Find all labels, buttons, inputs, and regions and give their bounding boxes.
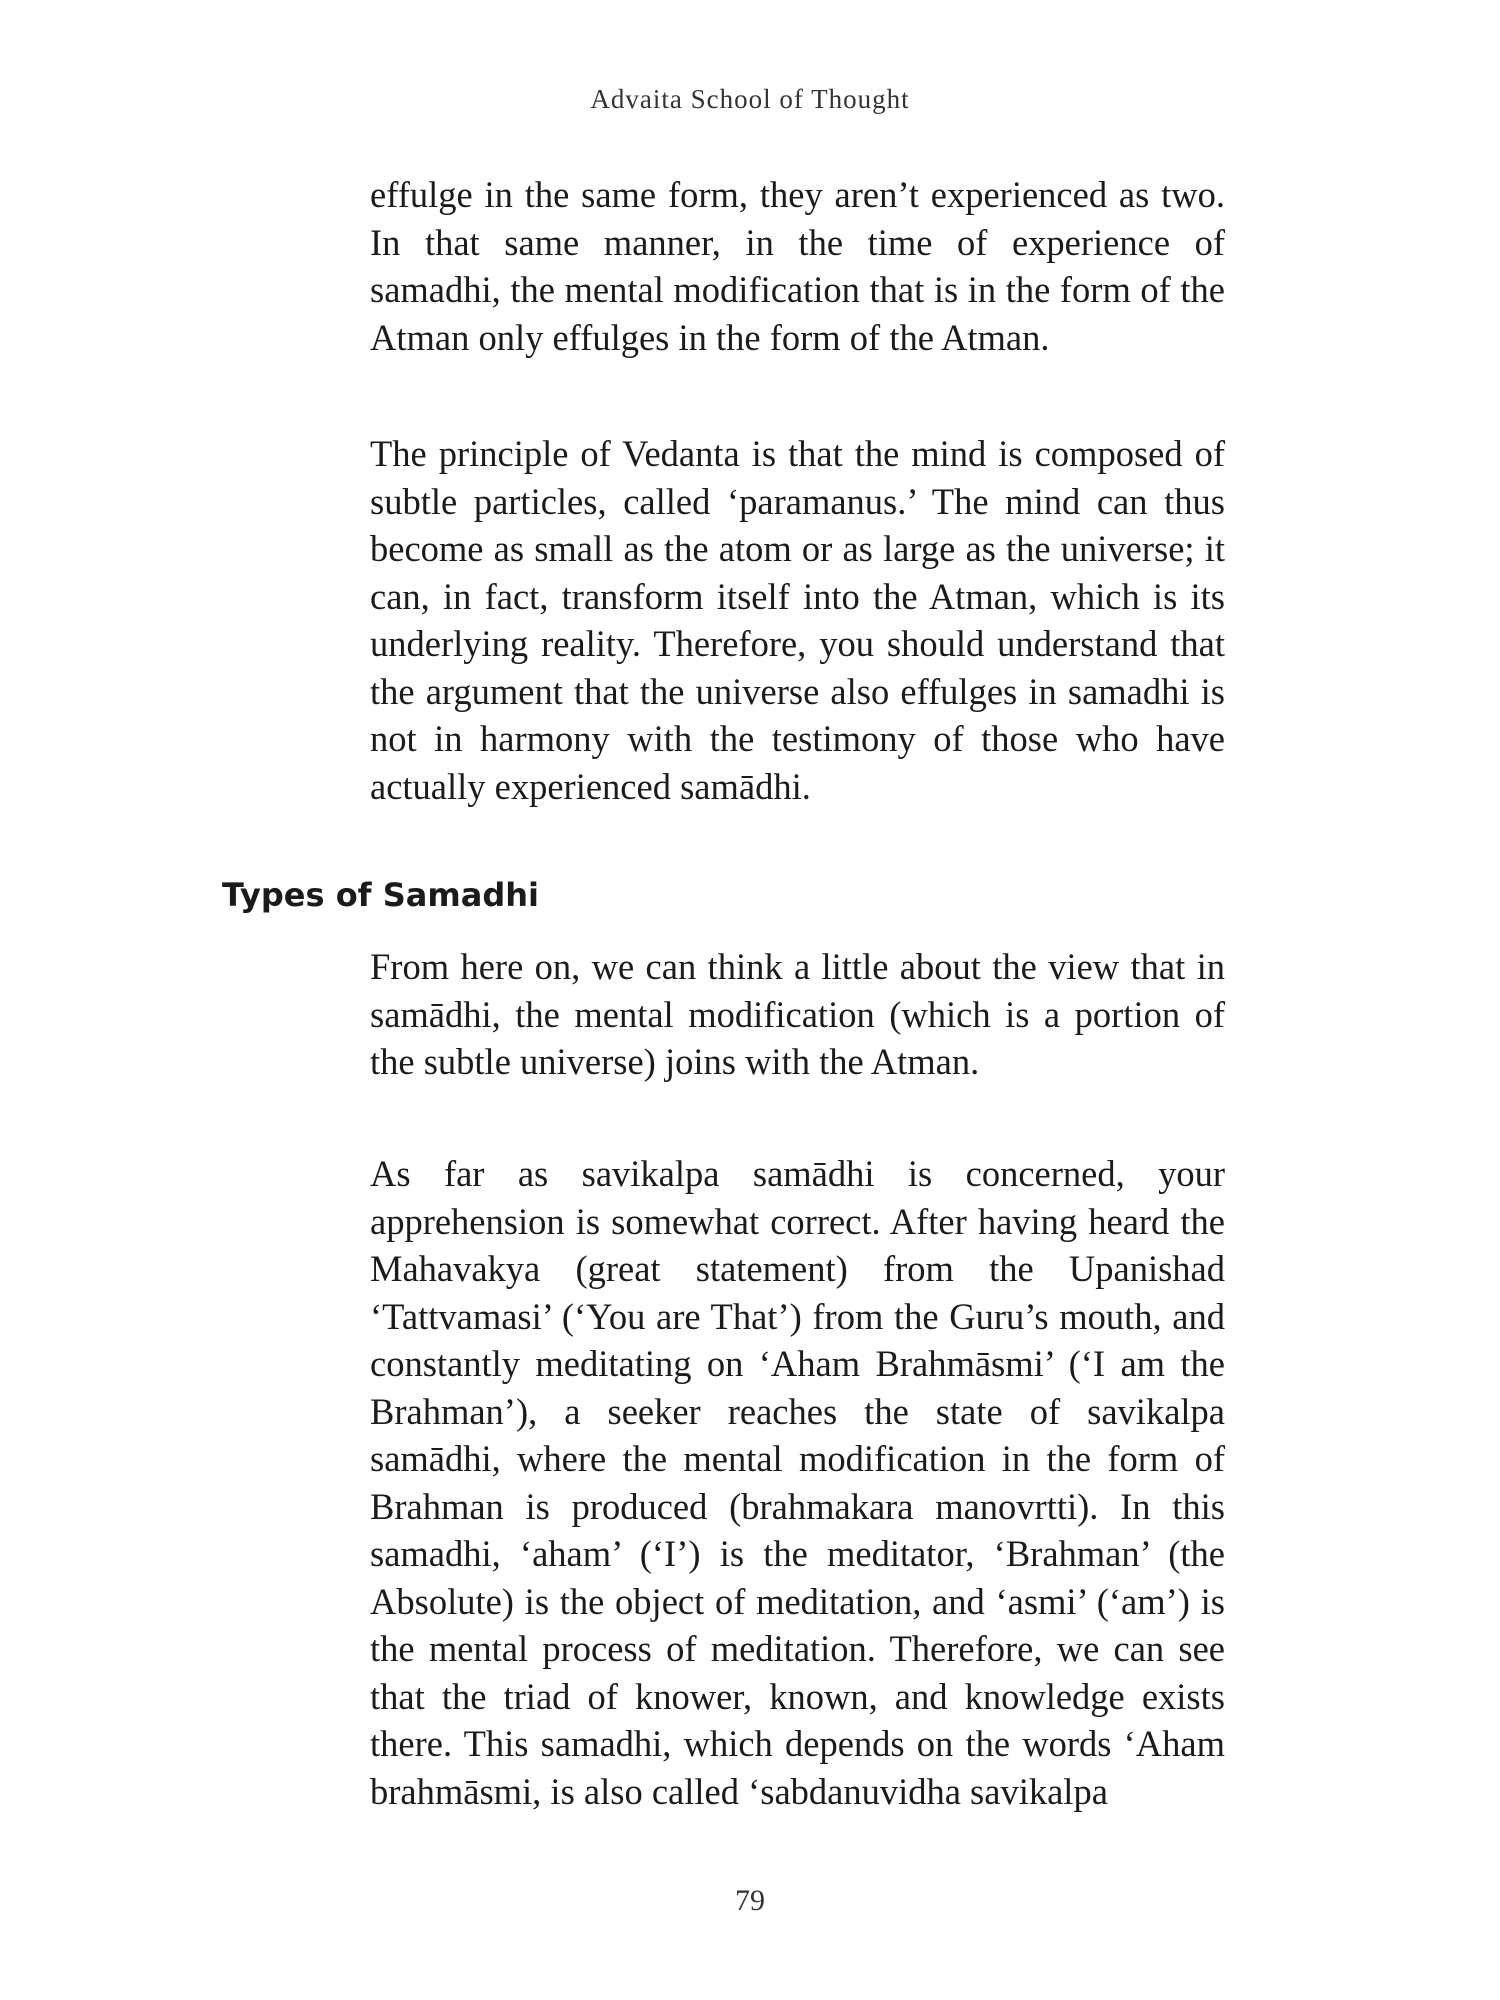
page-number: 79 <box>735 1884 765 1917</box>
paragraph: From here on, we can think a little about the view that in samādhi, the mental modification (which is a portion of the subtle universe) joins with the Atman. <box>370 946 1225 1082</box>
paragraph: effulge in the same form, they aren’t experienced as two. In that same manner, in the time of experience of samadhi, the mental modification that is in the form of the Atman only effulges in the form of the Atman. <box>370 174 1225 358</box>
section-heading: Types of Samadhi <box>222 876 539 914</box>
running-head: Advaita School of Thought <box>590 84 910 114</box>
paragraph: The principle of Vedanta is that the mind is composed of subtle particles, called ‘paramanus.’ The mind can thus become as small as the atom or as large as the universe; it can, in fact, transform itself into the Atman, which is its underlying reality. Therefore, you should understand that the argument that the universe also effulges in samadhi is not in harmony with the testimony of those who have actually experienced samādhi. <box>370 433 1225 807</box>
paragraph: As far as savikalpa samādhi is concerned, your apprehension is somewhat correct. After having heard the Mahavakya (great statement) from the Upanishad ‘Tattvamasi’ (‘You are That’) from the Guru’s mouth, and constantly meditating on ‘Aham Brahmāsmi’ (‘I am the Brahman’), a seeker reaches the state of savikalpa samādhi, where the mental modification in the form of Brahman is produced (brahmakara manovrtti). In this samadhi, ‘aham’ (‘I’) is the meditator, ‘Brahman’ (the Absolute) is the object of meditation, and ‘asmi’ (‘am’) is the mental process of meditation. Therefore, we can see that the triad of knower, known, and knowledge exists there. This samadhi, which depends on the words ‘Aham brahmāsmi, is also called ‘sabdanuvidha savikalpa <box>370 1153 1225 1812</box>
